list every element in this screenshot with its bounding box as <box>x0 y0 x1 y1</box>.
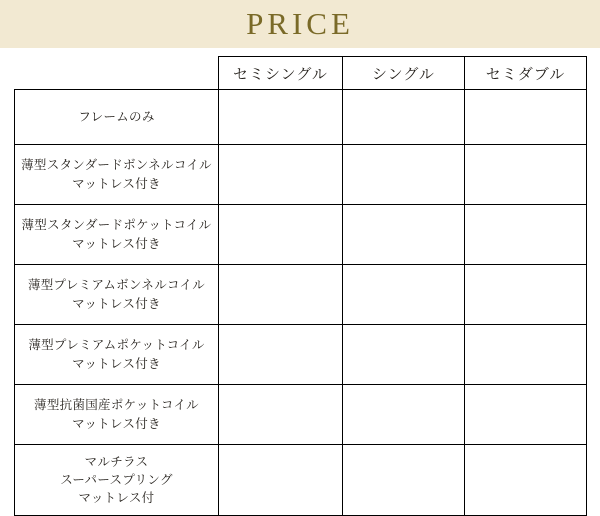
price-cell <box>219 145 343 205</box>
price-cell <box>343 325 465 385</box>
price-cell <box>465 385 587 445</box>
row-header-antibacterial-pocket <box>15 385 219 445</box>
row-header-line: マットレス付き <box>72 416 161 431</box>
column-header-semi-double: セミダブル <box>465 57 587 90</box>
table-row <box>15 145 587 205</box>
row-header-line: マットレス付き <box>72 296 161 311</box>
row-header-standard-pocket <box>15 205 219 265</box>
price-cell <box>219 90 343 145</box>
row-header-line: 薄型プレミアムポケットコイル <box>28 338 205 353</box>
price-cell <box>343 385 465 445</box>
price-table-header <box>15 57 587 90</box>
row-header-line: 薄型スタンダードポケットコイル <box>21 218 212 233</box>
price-cell <box>219 265 343 325</box>
price-cell <box>465 205 587 265</box>
price-cell <box>219 445 343 516</box>
table-row <box>15 325 587 385</box>
row-header-premium-bonnell <box>15 265 219 325</box>
price-cell <box>465 90 587 145</box>
row-header-line: 薄型プレミアムボンネルコイル <box>27 278 206 293</box>
row-header-multilas-super-spring <box>15 445 219 516</box>
price-cell <box>343 90 465 145</box>
row-header-line: フレームのみ <box>78 109 155 124</box>
table-corner-cell <box>15 57 219 90</box>
price-cell <box>465 445 587 516</box>
price-cell <box>343 265 465 325</box>
price-cell <box>343 145 465 205</box>
row-header-line: マルチラス <box>84 454 149 469</box>
row-header-line: マットレス付き <box>72 176 161 191</box>
row-header-line: マットレス付き <box>72 236 161 251</box>
page-title-bar <box>0 0 600 48</box>
table-row <box>15 445 587 516</box>
row-header-line: スーパースプリング <box>60 472 173 487</box>
row-header-standard-bonnell <box>15 145 219 205</box>
table-header-row <box>15 57 587 90</box>
table-row <box>15 90 587 145</box>
price-table <box>14 56 587 516</box>
table-row <box>15 265 587 325</box>
price-table-body <box>15 90 587 516</box>
row-header-line: マットレス付 <box>78 491 155 506</box>
price-table-container <box>14 56 586 516</box>
row-header-line: 薄型スタンダードボンネルコイル <box>21 158 212 173</box>
price-cell <box>465 325 587 385</box>
price-cell <box>219 325 343 385</box>
row-header-premium-pocket <box>15 325 219 385</box>
column-header-single: シングル <box>343 57 465 90</box>
page-title: PRICE <box>246 6 354 41</box>
column-header-semi-single: セミシングル <box>219 57 343 90</box>
price-cell <box>219 385 343 445</box>
table-row <box>15 385 587 445</box>
price-cell <box>465 265 587 325</box>
row-header-line: 薄型抗菌国産ポケットコイル <box>34 398 199 413</box>
price-cell <box>343 205 465 265</box>
row-header-line: マットレス付き <box>72 356 161 371</box>
table-row <box>15 205 587 265</box>
row-header-frame-only <box>15 90 219 145</box>
price-cell <box>343 445 465 516</box>
price-cell <box>219 205 343 265</box>
price-cell <box>465 145 587 205</box>
